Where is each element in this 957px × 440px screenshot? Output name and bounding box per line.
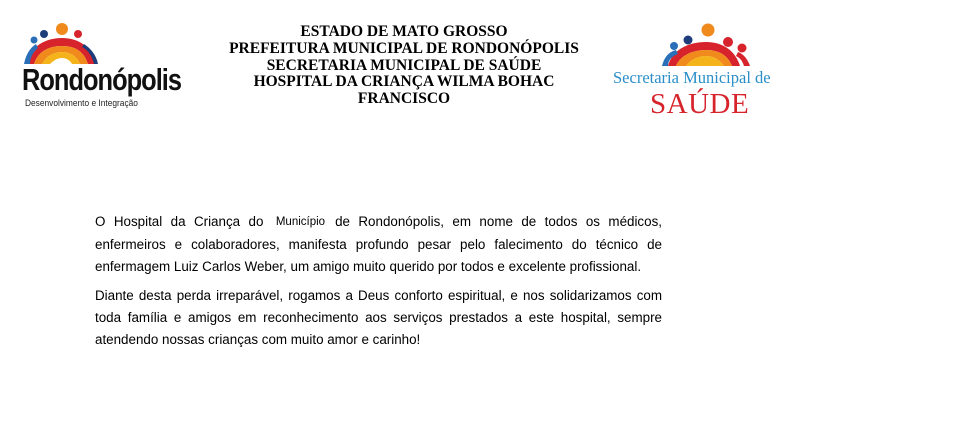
logo-tagline: Desenvolvimento e Integração: [25, 98, 138, 109]
paragraph-1-rest: de Rondonópolis, em nome de todos os médicos, enfermeiros e colaboradores, manifesta profundo pesar pelo falecimento do técnico de enfermagem Luiz Carlos Weber, um amigo muito querido por todos e excelente profissional.: [95, 214, 662, 274]
header-hospital: HOSPITAL DA CRIANÇA WILMA BOHAC: [253, 73, 555, 91]
header-hospital-cont: FRANCISCO: [357, 90, 451, 108]
people-emblem-icon: [658, 22, 754, 68]
logo-wordmark: Rondonópolis: [22, 62, 182, 97]
secretaria-saude-logo: [610, 22, 800, 122]
municipio-inline: Município: [275, 216, 326, 228]
paragraph-1-start: O Hospital da Criança do: [95, 214, 264, 229]
header-prefeitura: PREFEITURA MUNICIPAL DE RONDONÓPOLIS: [229, 39, 579, 57]
rondonopolis-logo: [22, 20, 190, 112]
secretaria-label: Secretaria Municipal de: [613, 68, 771, 87]
header-state: ESTADO DE MATO GROSSO: [300, 23, 508, 40]
people-emblem-icon: [22, 20, 190, 68]
paragraph-2: Diante desta perda irreparável, rogamos a Deus conforto espiritual, e nos solidarizamos com toda família e amigos em reconhecimento aos serviços prestados a este hospital, sempre atendendo nossas crianças com muito amor e carinho!: [95, 288, 662, 347]
document-header: [180, 24, 628, 108]
condolence-text: [95, 211, 662, 359]
saude-label: SAÚDE: [650, 88, 750, 120]
header-secretaria: SECRETARIA MUNICIPAL DE SAÚDE: [266, 56, 542, 74]
paragraph-1: [95, 211, 662, 277]
